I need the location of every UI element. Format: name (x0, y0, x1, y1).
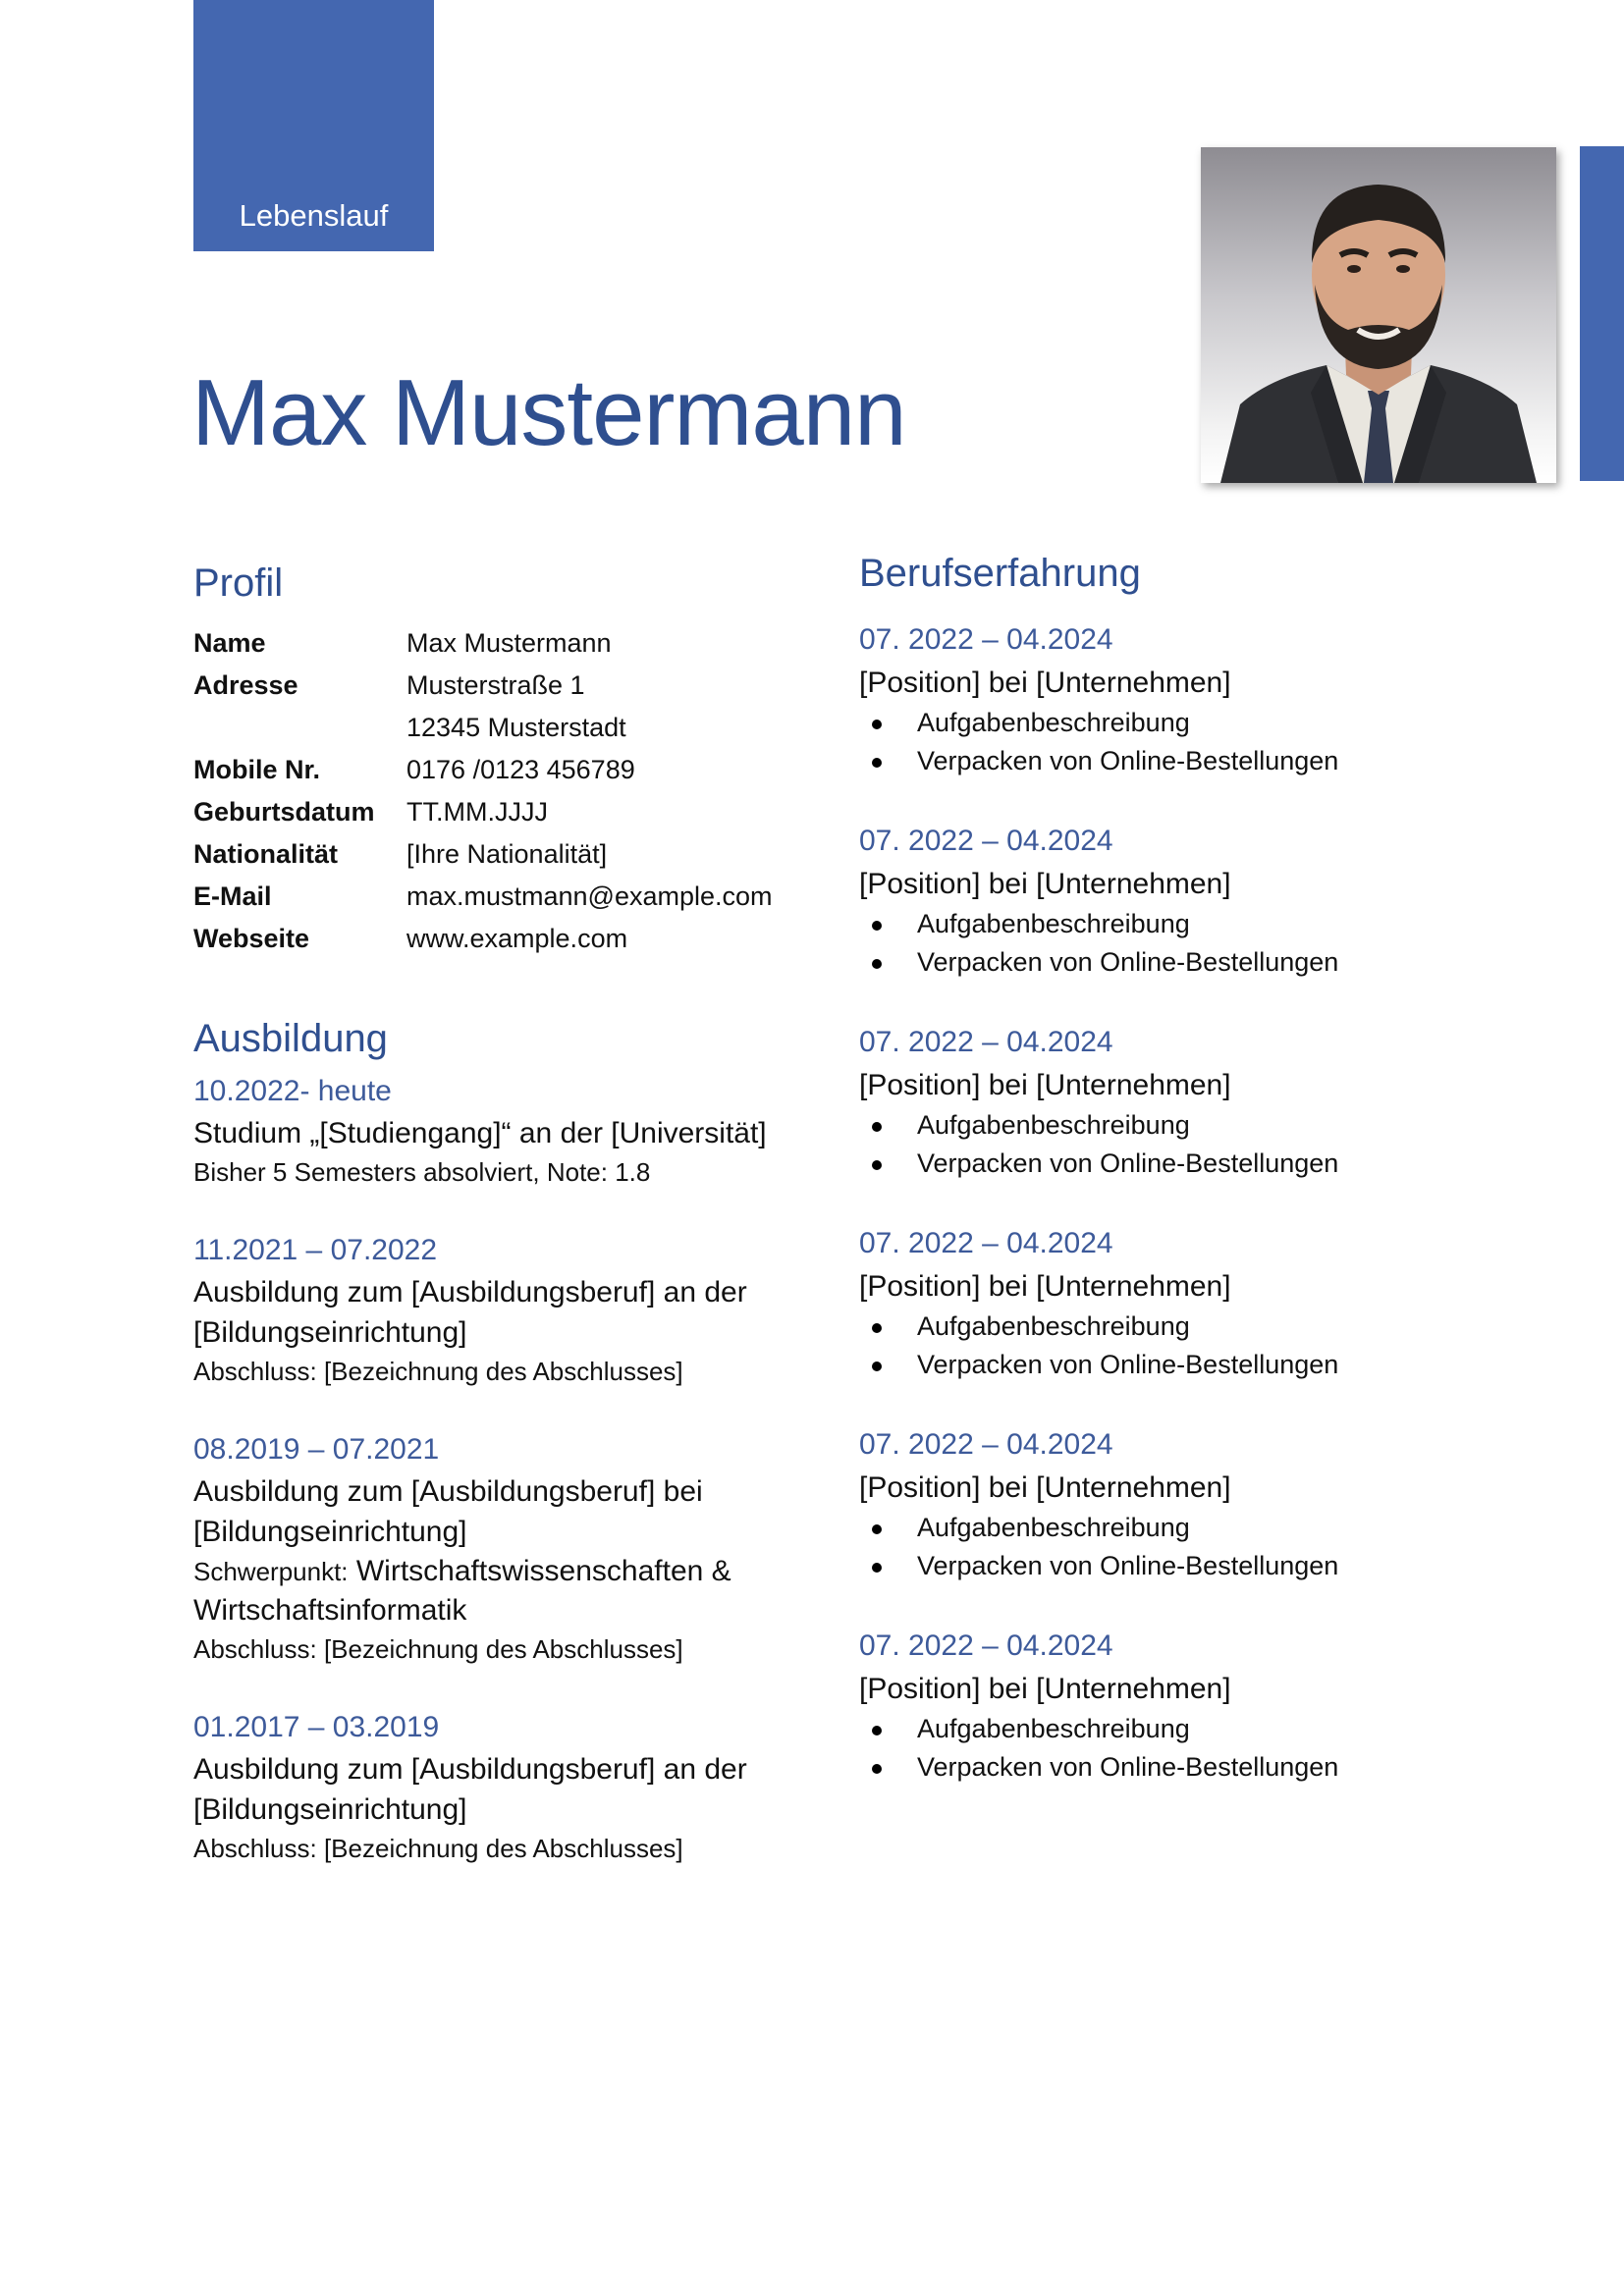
task-list (859, 1308, 1566, 1384)
education-detail (193, 1552, 822, 1630)
profile-label (193, 707, 406, 749)
profile-label: E-Mail (193, 881, 272, 911)
profile-row (193, 665, 773, 707)
job-company: [Unternehmen] (1036, 1673, 1231, 1705)
profile-label: Mobile Nr. (193, 755, 321, 784)
profile-value: www.example.com (406, 924, 628, 953)
task-item: Aufgabenbeschreibung (859, 1308, 1566, 1346)
job-connector: bei (980, 1471, 1037, 1504)
profile-row (193, 791, 773, 833)
task-item: Verpacken von Online-Bestellungen (859, 1346, 1566, 1384)
job-connector: bei (980, 1270, 1037, 1303)
task-item: Verpacken von Online-Bestellungen (859, 1547, 1566, 1585)
education-title (193, 1749, 822, 1830)
detail-label: Bisher (193, 1157, 266, 1187)
education-date: 08.2019 – 07.2021 (193, 1433, 440, 1466)
job-entry (859, 1021, 1566, 1183)
profile-value: TT.MM.JJJJ (406, 797, 548, 827)
task-list (859, 905, 1566, 982)
detail-label: Schwerpunkt: (193, 1557, 349, 1586)
job-entry (859, 820, 1566, 982)
profile-row (193, 918, 773, 960)
left-column (193, 556, 822, 1905)
detail-text: [Bezeichnung des Abschlusses] (316, 1357, 683, 1386)
job-title (859, 1668, 1566, 1710)
candidate-name: Max Mustermann (191, 360, 906, 465)
job-company: [Unternehmen] (1036, 1069, 1231, 1101)
job-entry (859, 618, 1566, 780)
job-entry (859, 1423, 1566, 1585)
job-connector: bei (980, 667, 1037, 699)
job-date: 07. 2022 – 04.2024 (859, 1428, 1113, 1461)
task-item: Aufgabenbeschreibung (859, 704, 1566, 742)
job-entry (859, 1222, 1566, 1384)
detail-label: Note: (546, 1157, 608, 1187)
education-institution: an der [Universität] (511, 1117, 767, 1149)
detail-label: Abschluss: (193, 1834, 317, 1863)
job-position: [Position] (859, 1471, 981, 1504)
profile-value: 12345 Musterstadt (406, 713, 626, 742)
education-institution: an der [Bildungseinrichtung] (193, 1753, 747, 1826)
education-detail (193, 1153, 822, 1192)
profile-photo (1201, 147, 1556, 483)
job-title (859, 1064, 1566, 1106)
profile-row (193, 833, 773, 876)
profile-label: Geburtsdatum (193, 797, 375, 827)
job-date: 07. 2022 – 04.2024 (859, 1026, 1113, 1058)
education-title-main: Ausbildung zum [Ausbildungsberuf] (193, 1276, 656, 1308)
job-date: 07. 2022 – 04.2024 (859, 1629, 1113, 1662)
education-date: 01.2017 – 03.2019 (193, 1711, 440, 1743)
job-date: 07. 2022 – 04.2024 (859, 623, 1113, 656)
profile-value: [Ihre Nationalität] (406, 839, 608, 869)
experience-heading: Berufserfahrung (859, 552, 1141, 595)
job-title (859, 662, 1566, 704)
portrait-illustration (1201, 147, 1556, 483)
job-position: [Position] (859, 1270, 981, 1303)
task-item: Verpacken von Online-Bestellungen (859, 742, 1566, 780)
task-item: Aufgabenbeschreibung (859, 1106, 1566, 1145)
profile-heading: Profil (193, 561, 284, 605)
profile-value: Musterstraße 1 (406, 670, 585, 700)
job-company: [Unternehmen] (1036, 667, 1231, 699)
education-entry (193, 1428, 822, 1669)
right-column (859, 546, 1566, 1826)
task-item: Aufgabenbeschreibung (859, 905, 1566, 943)
education-title (193, 1113, 822, 1153)
task-item: Aufgabenbeschreibung (859, 1509, 1566, 1547)
profile-label: Nationalität (193, 839, 339, 869)
detail-label: Abschluss: (193, 1357, 317, 1386)
task-list (859, 1710, 1566, 1787)
education-title (193, 1471, 822, 1552)
job-position: [Position] (859, 667, 981, 699)
detail-text: [Bezeichnung des Abschlusses] (316, 1834, 683, 1863)
profile-row (193, 876, 773, 918)
profile-value: 0176 /0123 456789 (406, 755, 635, 784)
education-entry (193, 1070, 822, 1192)
detail-label: Abschluss: (193, 1634, 317, 1664)
education-title (193, 1272, 822, 1353)
education-entry (193, 1706, 822, 1868)
accent-bar (1580, 146, 1624, 481)
job-title (859, 1467, 1566, 1509)
task-list (859, 1106, 1566, 1183)
education-title-main: Ausbildung zum [Ausbildungsberuf] (193, 1475, 656, 1508)
job-company: [Unternehmen] (1036, 1270, 1231, 1303)
education-entry (193, 1229, 822, 1391)
task-item: Aufgabenbeschreibung (859, 1710, 1566, 1748)
job-position: [Position] (859, 1069, 981, 1101)
detail-text: 5 Semesters absolviert, (265, 1157, 547, 1187)
education-date: 10.2022- heute (193, 1075, 392, 1107)
detail-text: [Bezeichnung des Abschlusses] (316, 1634, 683, 1664)
task-list (859, 1509, 1566, 1585)
job-company: [Unternehmen] (1036, 1471, 1231, 1504)
task-item: Verpacken von Online-Bestellungen (859, 943, 1566, 982)
job-position: [Position] (859, 868, 981, 900)
document-label: Lebenslauf (239, 198, 389, 233)
profile-value: max.mustmann@example.com (406, 881, 773, 911)
task-item: Verpacken von Online-Bestellungen (859, 1748, 1566, 1787)
profile-label: Name (193, 628, 266, 658)
job-position: [Position] (859, 1673, 981, 1705)
education-title-main: Studium „[Studiengang]“ (193, 1117, 512, 1149)
task-list (859, 704, 1566, 780)
job-date: 07. 2022 – 04.2024 (859, 1227, 1113, 1259)
profile-label: Webseite (193, 924, 310, 953)
profile-row (193, 622, 773, 665)
job-connector: bei (980, 868, 1037, 900)
job-company: [Unternehmen] (1036, 868, 1231, 900)
detail-text: Wirtschaftswissenschaften & Wirtschaftsinformatik (193, 1555, 731, 1627)
profile-row (193, 749, 773, 791)
job-connector: bei (980, 1069, 1037, 1101)
education-institution: an der [Bildungseinrichtung] (193, 1276, 747, 1349)
education-heading: Ausbildung (193, 1017, 388, 1060)
task-item: Verpacken von Online-Bestellungen (859, 1145, 1566, 1183)
job-title (859, 1265, 1566, 1308)
education-title-main: Ausbildung zum [Ausbildungsberuf] (193, 1753, 656, 1786)
education-institution: bei [Bildungseinrichtung] (193, 1475, 703, 1548)
job-connector: bei (980, 1673, 1037, 1705)
detail-text: 1.8 (607, 1157, 651, 1187)
profile-row (193, 707, 773, 749)
header-tab (193, 0, 434, 251)
education-detail (193, 1630, 822, 1669)
job-entry (859, 1625, 1566, 1787)
education-detail (193, 1353, 822, 1391)
job-date: 07. 2022 – 04.2024 (859, 825, 1113, 857)
profile-table (193, 622, 773, 960)
education-detail (193, 1830, 822, 1868)
profile-value: Max Mustermann (406, 628, 612, 658)
education-date: 11.2021 – 07.2022 (193, 1234, 438, 1266)
job-title (859, 863, 1566, 905)
profile-label: Adresse (193, 670, 298, 700)
